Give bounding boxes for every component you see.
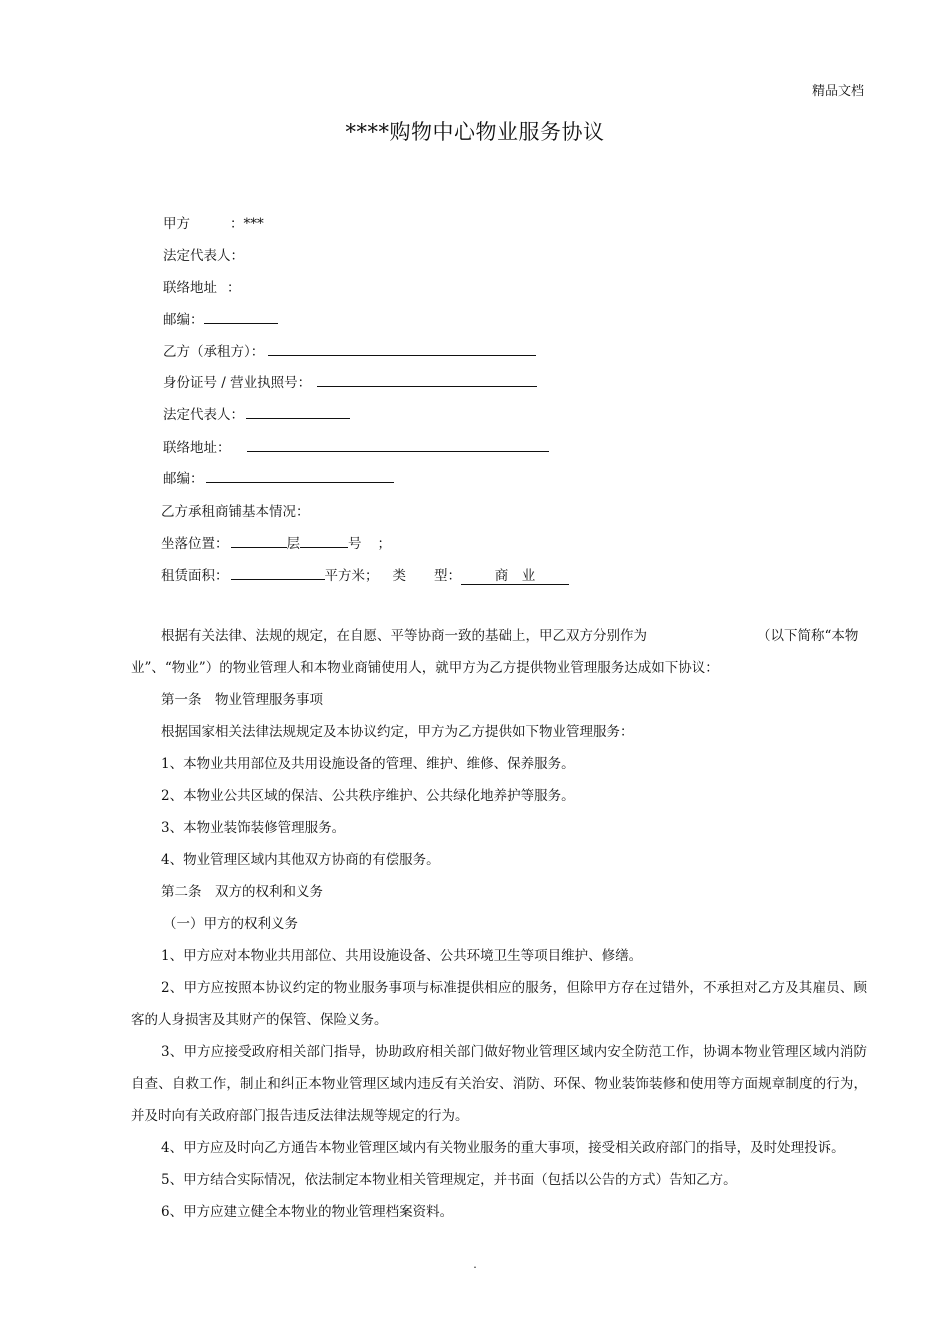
party-b-postcode-blank[interactable] (206, 468, 394, 483)
article-1-item: 2、本物业公共区域的保洁、公共秩序维护、公共绿化地养护等服务。 (161, 788, 575, 804)
party-b-postcode-line (163, 467, 394, 487)
party-b-address-line (163, 436, 549, 456)
party-b-address-label: 联络地址： (163, 440, 231, 456)
shop-floor-blank[interactable] (231, 533, 287, 548)
shop-floor-label: 层 (286, 536, 300, 552)
document-title: ****购物中心物业服务协议 (345, 120, 605, 144)
party-a-duty-4: 4、甲方应及时向乙方通告本物业管理区域内有关物业服务的重大事项，接受相关政府部门的指导，及时处理投诉。 (161, 1140, 845, 1156)
shop-area-unit: 平方米； (324, 568, 379, 584)
header-mark: 精品文档 (811, 84, 864, 99)
party-a-postcode-line (163, 308, 278, 328)
party-a-line (163, 212, 264, 232)
party-a-duty-1: 1、甲方应对本物业共用部位、共用设施设备、公共环境卫生等项目维护、修缮。 (161, 948, 643, 964)
article-1-item: 3、本物业装饰装修管理服务。 (161, 820, 346, 836)
party-a-duty-2: 2、甲方应按照本协议约定的物业服务事项与标准提供相应的服务，但除甲方存在过错外，不承担对乙方及其雇员、顾客的人身损害及其财产的保管、保险义务。 (131, 980, 867, 1028)
party-b-postcode-label: 邮编： (163, 471, 204, 487)
article-1-title: 第一条 物业管理服务事项 (161, 692, 323, 708)
party-b-id-line (163, 371, 537, 391)
party-b-legal-rep-label: 法定代表人： (163, 407, 244, 423)
party-b-id-label: 身份证号 / 营业执照号： (163, 375, 312, 391)
shop-location-label: 坐落位置： (161, 536, 229, 552)
party-b-line (163, 340, 536, 360)
shop-area-line (161, 564, 569, 585)
party-a-value: ：*** (230, 216, 264, 232)
page-footer-mark: . (473, 1258, 477, 1271)
party-a-legal-rep: 法定代表人： (163, 248, 244, 264)
party-b-name-blank[interactable] (268, 341, 536, 356)
shop-number-label: 号 (348, 536, 362, 552)
article-1-item: 1、本物业共用部位及共用设施设备的管理、维护、维修、保养服务。 (161, 756, 575, 772)
party-b-id-blank[interactable] (317, 372, 537, 387)
party-a-label: 甲方 (163, 216, 190, 232)
shop-semicolon: ； (377, 536, 391, 552)
party-a-duty-6: 6、甲方应建立健全本物业的物业管理档案资料。 (161, 1204, 454, 1220)
party-b-legal-rep-blank[interactable] (246, 404, 350, 419)
shop-area-label: 租赁面积： (161, 568, 229, 584)
article-2-subheading: （一）甲方的权利义务 (163, 916, 298, 932)
party-a-address-colon: ： (227, 280, 241, 296)
party-a-address-line (163, 276, 241, 296)
party-b-label: 乙方（承租方）： (163, 344, 265, 360)
article-2-title: 第二条 双方的权利和义务 (161, 884, 323, 900)
shop-number-blank[interactable] (300, 533, 348, 548)
shop-heading: 乙方承租商铺基本情况： (161, 504, 310, 520)
intro-line-2: 业”、“物业”）的物业管理人和本物业商铺使用人，就甲方为乙方提供物业管理服务达成如下协议： (131, 660, 719, 676)
party-a-postcode-label: 邮编： (163, 312, 204, 328)
party-a-postcode-blank[interactable] (204, 309, 278, 324)
intro-line-1b: （以下简称“本物 (757, 628, 859, 644)
party-a-duty-3: 3、甲方应接受政府相关部门指导，协助政府相关部门做好物业管理区域内安全防范工作，协调本物业管理区域内消防自查、自救工作，制止和纠正本物业管理区域内违反有关治安、消防、环保、物业装饰装修和使用等方面规章制度的行为，并及时向有关政府部门报告违反法律法规等规定的行为。 (131, 1044, 867, 1124)
party-b-legal-rep-line (163, 403, 350, 423)
party-a-address-label: 联络地址 (163, 280, 217, 296)
shop-type-label: 类 (392, 568, 406, 584)
shop-type-label2: 型： (434, 568, 461, 584)
shop-location-line (161, 532, 391, 552)
article-1-item: 4、物业管理区域内其他双方协商的有偿服务。 (161, 852, 440, 868)
party-a-duty-5: 5、甲方结合实际情况，依法制定本物业相关管理规定，并书面（包括以公告的方式）告知乙方。 (161, 1172, 737, 1188)
shop-type-value[interactable]: 商 业 (461, 564, 569, 585)
article-1-lead: 根据国家相关法律法规规定及本协议约定，甲方为乙方提供如下物业管理服务： (161, 724, 634, 740)
party-b-address-blank[interactable] (247, 437, 549, 452)
intro-line-1: 根据有关法律、法规的规定，在自愿、平等协商一致的基础上，甲乙双方分别作为 (161, 628, 647, 644)
shop-area-blank[interactable] (231, 565, 325, 580)
